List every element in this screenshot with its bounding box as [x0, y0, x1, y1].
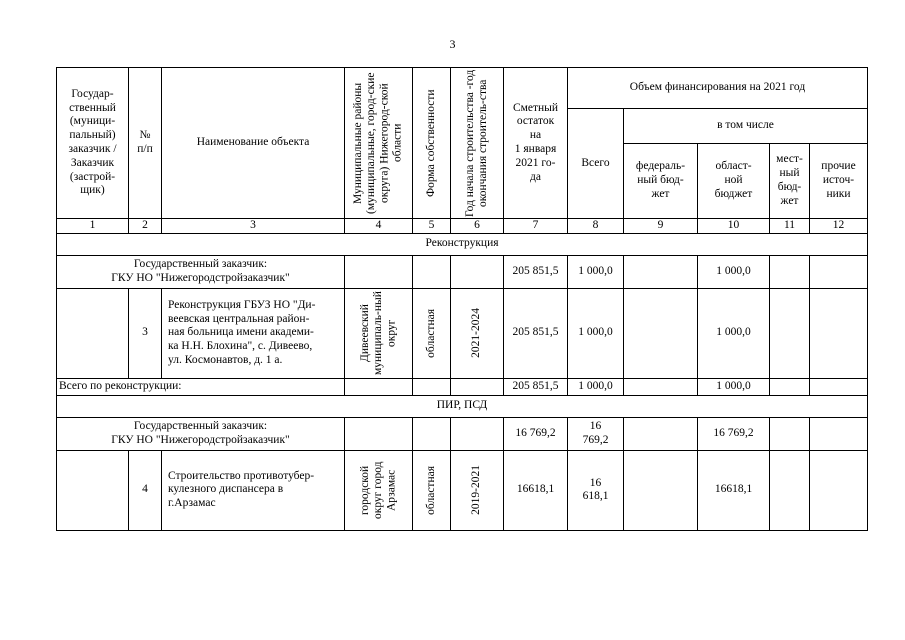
empty-cell	[810, 378, 868, 395]
header-local: мест- ный бюд- жет	[770, 144, 810, 219]
item-district: городской округ город Арзамас	[358, 461, 398, 520]
item-ownership-cell	[413, 450, 451, 530]
empty-cell	[770, 288, 810, 378]
header-ownership: Форма собственности	[424, 89, 437, 197]
empty-cell	[624, 450, 698, 530]
item-years-cell	[451, 450, 504, 530]
header-customer: Государ- ственный (муници- пальный) заказчик / Заказчик (застрой- щик)	[57, 68, 129, 219]
total-label: Всего по реконструкции:	[57, 378, 345, 395]
col-number: 5	[413, 219, 451, 234]
empty-cell	[624, 288, 698, 378]
item-district-cell	[345, 288, 413, 378]
item-years: 2019-2021	[470, 465, 483, 516]
header-years-cell	[451, 68, 504, 219]
item-regional: 16618,1	[698, 450, 770, 530]
customer-total: 16 769,2	[568, 417, 624, 450]
header-ownership-cell	[413, 68, 451, 219]
header-district: Муниципальные районы (муниципальные, город-ские округа) Нижегород-ской области	[352, 72, 404, 214]
col-number: 8	[568, 219, 624, 234]
empty-cell	[345, 417, 413, 450]
empty-cell	[413, 378, 451, 395]
item-ownership: областная	[424, 308, 437, 358]
item-ownership-cell	[413, 288, 451, 378]
empty-cell	[57, 450, 129, 530]
customer-regional: 1 000,0	[698, 255, 770, 288]
total-regional: 1 000,0	[698, 378, 770, 395]
empty-cell	[810, 417, 868, 450]
customer-label: Государственный заказчик: ГКУ НО "Нижегородстройзаказчик"	[57, 417, 345, 450]
header-district-cell	[345, 68, 413, 219]
item-years-cell	[451, 288, 504, 378]
col-number: 11	[770, 219, 810, 234]
col-number: 1	[57, 219, 129, 234]
section-title: Реконструкция	[57, 233, 868, 255]
header-number: № п/п	[129, 68, 162, 219]
col-number: 6	[451, 219, 504, 234]
empty-cell	[810, 450, 868, 530]
header-other: прочие источ- ники	[810, 144, 868, 219]
page-number: 3	[449, 37, 456, 51]
empty-cell	[345, 378, 413, 395]
empty-cell	[770, 417, 810, 450]
col-number: 4	[345, 219, 413, 234]
item-years: 2021-2024	[470, 308, 483, 359]
header-federal: федераль- ный бюд- жет	[624, 144, 698, 219]
customer-label: Государственный заказчик: ГКУ НО "Нижегородстройзаказчик"	[57, 255, 345, 288]
empty-cell	[624, 417, 698, 450]
header-estimate-balance: Сметный остаток на 1 января 2021 го- да	[504, 68, 568, 219]
header-regional: област- ной бюджет	[698, 144, 770, 219]
empty-cell	[451, 417, 504, 450]
customer-estimate: 205 851,5	[504, 255, 568, 288]
empty-cell	[624, 378, 698, 395]
col-number: 12	[810, 219, 868, 234]
empty-cell	[810, 288, 868, 378]
total-total: 1 000,0	[568, 378, 624, 395]
item-district-cell	[345, 450, 413, 530]
section-title: ПИР, ПСД	[57, 395, 868, 417]
empty-cell	[770, 378, 810, 395]
col-number: 7	[504, 219, 568, 234]
financing-table	[56, 67, 868, 531]
item-regional: 1 000,0	[698, 288, 770, 378]
col-number: 3	[162, 219, 345, 234]
col-number: 9	[624, 219, 698, 234]
item-district: Дивеевский муниципаль-ный округ	[358, 291, 398, 376]
empty-cell	[451, 378, 504, 395]
item-estimate: 16618,1	[504, 450, 568, 530]
empty-cell	[624, 255, 698, 288]
empty-cell	[413, 255, 451, 288]
empty-cell	[770, 450, 810, 530]
customer-estimate: 16 769,2	[504, 417, 568, 450]
item-estimate: 205 851,5	[504, 288, 568, 378]
customer-total: 1 000,0	[568, 255, 624, 288]
item-name: Реконструкция ГБУЗ НО "Ди- веевская центральная район- ная больница имени академи- ка Н.Н. Блохина", с. Дивеево, ул. Космонавтов, д. 1 а.	[162, 288, 345, 378]
item-number: 4	[129, 450, 162, 530]
empty-cell	[57, 288, 129, 378]
header-years: Год начала строительства -год окончания строитель-ства	[463, 69, 489, 217]
item-total: 1 000,0	[568, 288, 624, 378]
item-ownership: областная	[424, 465, 437, 515]
customer-regional: 16 769,2	[698, 417, 770, 450]
total-estimate: 205 851,5	[504, 378, 568, 395]
header-object-name: Наименование объекта	[162, 68, 345, 219]
empty-cell	[345, 255, 413, 288]
header-including: в том числе	[624, 109, 868, 144]
col-number: 2	[129, 219, 162, 234]
empty-cell	[451, 255, 504, 288]
empty-cell	[810, 255, 868, 288]
col-number: 10	[698, 219, 770, 234]
empty-cell	[413, 417, 451, 450]
item-number: 3	[129, 288, 162, 378]
header-total: Всего	[568, 109, 624, 219]
item-total: 16 618,1	[568, 450, 624, 530]
item-name: Строительство противотубер- кулезного диспансера в г.Арзамас	[162, 450, 345, 530]
header-financing-group: Объем финансирования на 2021 год	[568, 68, 868, 109]
empty-cell	[770, 255, 810, 288]
